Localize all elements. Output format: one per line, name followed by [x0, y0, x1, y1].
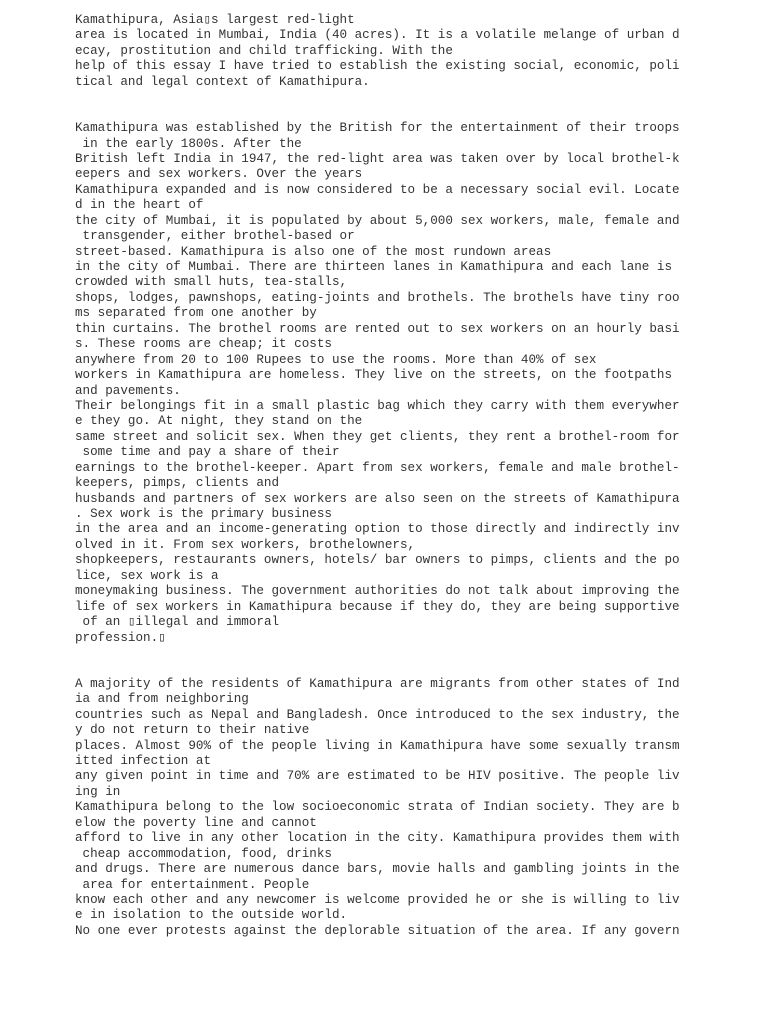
text-line: same street and solicit sex. When they get clients, they rent a brothel-room for — [75, 429, 680, 444]
text-line: olved in it. From sex workers, brothelowners, — [75, 537, 416, 552]
text-line: husbands and partners of sex workers are also seen on the streets of Kamathipura — [75, 491, 680, 506]
text-line: ia and from neighboring — [75, 692, 249, 707]
text-line: ms separated from one another by — [75, 306, 317, 321]
text-line: ecay, prostitution and child trafficking. With the — [75, 43, 453, 58]
text-line: anywhere from 20 to 100 Rupees to use the rooms. More than 40% of sex — [75, 352, 597, 367]
paragraph-spacer — [75, 646, 675, 677]
text-line: moneymaking business. The government authorities do not talk about improving the — [75, 584, 680, 599]
text-line: countries such as Nepal and Bangladesh. Once introduced to the sex industry, the — [75, 707, 680, 722]
text-line: places. Almost 90% of the people living in Kamathipura have some sexually transm — [75, 738, 680, 753]
text-line: y do not return to their native — [75, 723, 310, 738]
text-line: in the city of Mumbai. There are thirteen lanes in Kamathipura and each lane is — [75, 260, 673, 275]
text-line: e in isolation to the outside world. — [75, 908, 348, 923]
text-line: shopkeepers, restaurants owners, hotels/ bar owners to pimps, clients and the po — [75, 553, 680, 568]
text-line: transgender, either brothel-based or — [75, 229, 355, 244]
text-line: afford to live in any other location in the city. Kamathipura provides them with — [75, 831, 680, 846]
text-line: tical and legal context of Kamathipura. — [75, 74, 370, 89]
text-line: elow the poverty line and cannot — [75, 815, 317, 830]
text-line: area is located in Mumbai, India (40 acres). It is a volatile melange of urban d — [75, 28, 680, 43]
text-line: No one ever protests against the deplorable situation of the area. If any govern — [75, 923, 680, 938]
text-line: street-based. Kamathipura is also one of the most rundown areas — [75, 244, 552, 259]
text-line: area for entertainment. People — [75, 877, 310, 892]
text-line: help of this essay I have tried to establish the existing social, economic, poli — [75, 59, 680, 74]
text-line: itted infection at — [75, 754, 212, 769]
text-line: keepers, pimps, clients and — [75, 476, 280, 491]
text-line: Kamathipura was established by the British for the entertainment of their troops — [75, 121, 680, 136]
text-line: British left India in 1947, the red-light area was taken over by local brothel-k — [75, 151, 680, 166]
text-line: thin curtains. The brothel rooms are rented out to sex workers on an hourly basi — [75, 321, 680, 336]
text-line: cheap accommodation, food, drinks — [75, 846, 332, 861]
document-page — [75, 13, 680, 939]
text-line: life of sex workers in Kamathipura because if they do, they are being supportive — [75, 599, 680, 614]
text-line: Their belongings fit in a small plastic bag which they carry with them everywher — [75, 398, 680, 413]
paragraph-intro — [75, 13, 680, 90]
text-line: eepers and sex workers. Over the years — [75, 167, 363, 182]
text-line: crowded with small huts, tea-stalls, — [75, 275, 348, 290]
text-line: A majority of the residents of Kamathipura are migrants from other states of Ind — [75, 676, 680, 691]
text-line: in the area and an income-generating option to those directly and indirectly inv — [75, 522, 680, 537]
text-line: Kamathipura belong to the low socioeconomic strata of Indian society. They are b — [75, 800, 680, 815]
text-line: of an ▯illegal and immoral — [75, 615, 280, 630]
text-line: Kamathipura expanded and is now considered to be a necessary social evil. Locate — [75, 182, 680, 197]
text-line: earnings to the brothel-keeper. Apart from sex workers, female and male brothel- — [75, 460, 680, 475]
text-line: some time and pay a share of their — [75, 445, 340, 460]
text-line: lice, sex work is a — [75, 568, 219, 583]
text-line: shops, lodges, pawnshops, eating-joints and brothels. The brothels have tiny roo — [75, 290, 680, 305]
text-line: d in the heart of — [75, 198, 204, 213]
text-line: e they go. At night, they stand on the — [75, 414, 363, 429]
text-line: workers in Kamathipura are homeless. They live on the streets, on the footpaths — [75, 368, 673, 383]
text-line: any given point in time and 70% are estimated to be HIV positive. The people liv — [75, 769, 680, 784]
text-line: the city of Mumbai, it is populated by about 5,000 sex workers, male, female and — [75, 213, 680, 228]
text-line: Kamathipura, Asia▯s largest red-light — [75, 13, 355, 27]
text-line: profession.▯ — [75, 630, 166, 645]
text-line: ing in — [75, 784, 121, 799]
text-line: in the early 1800s. After the — [75, 136, 302, 151]
text-line: . Sex work is the primary business — [75, 507, 332, 522]
paragraph-history — [75, 121, 680, 646]
paragraph-residents — [75, 676, 680, 939]
text-line: know each other and any newcomer is welcome provided he or she is willing to liv — [75, 892, 680, 907]
text-line: and pavements. — [75, 383, 181, 398]
text-line: and drugs. There are numerous dance bars, movie halls and gambling joints in the — [75, 862, 680, 877]
text-line: s. These rooms are cheap; it costs — [75, 337, 332, 352]
paragraph-spacer — [75, 90, 675, 121]
